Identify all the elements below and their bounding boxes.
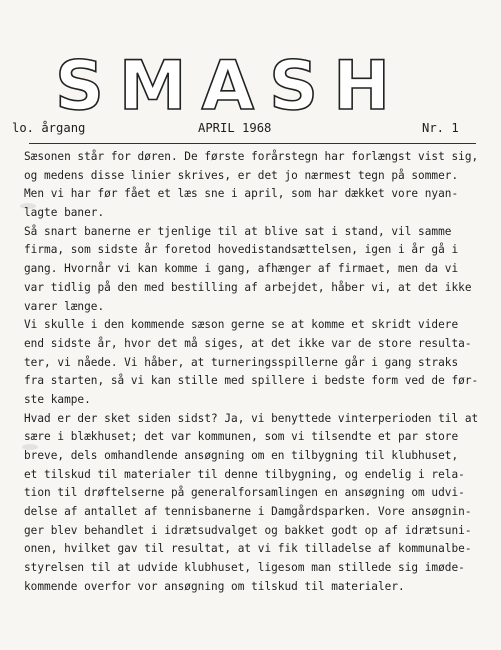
text-line: breve, dels omhandlende ansøgning om en tilbygning til klubhuset, bbox=[24, 449, 459, 462]
header-divider bbox=[29, 143, 476, 144]
text-line: ste kampe. bbox=[24, 392, 91, 406]
text-line: Sæsonen står for døren. De første forårstegn har forlængst vist sig, bbox=[24, 150, 479, 163]
text-line: end sidste år, hvor det må siges, at det ikke var de store resulta- bbox=[24, 336, 472, 350]
text-line: og medens disse linier skrives, er det jo nærmest tegn på sommer. bbox=[24, 168, 459, 182]
volume-label: lo. årgang bbox=[12, 121, 86, 135]
text-line: fra starten, så vi kan stille med spillere i bedste form ved de før- bbox=[24, 374, 479, 388]
text-line: Vi skulle i den kommende sæson gerne se at komme et skridt videre bbox=[24, 318, 459, 332]
masthead bbox=[55, 45, 395, 115]
text-line: delse af antallet af tennisbanerne i Damgårdsparken. Vore ansøgnin- bbox=[24, 505, 472, 519]
issue-number: Nr. 1 bbox=[422, 121, 459, 135]
text-line: firma, som sidste år foretod hovedistandsættelsen, igen i år gå i bbox=[24, 243, 459, 257]
text-line: ter, vi nåede. Vi håber, at turneringsspillerne går i gang straks bbox=[24, 355, 459, 369]
text-line: varer længe. bbox=[24, 299, 105, 313]
text-line: ger blev behandlet i idrætsudvalget og bakket godt op af idrætsuni- bbox=[24, 523, 472, 537]
text-line: var tidlig på den med bestilling af arbejdet, håber vi, at det ikke bbox=[24, 280, 472, 294]
text-line: Hvad er der sket siden sidst? Ja, vi benyttede vinterperioden til at bbox=[24, 411, 479, 425]
text-line: sære i blækhuset; det var kommunen, som vi tilsendte et par store bbox=[24, 430, 459, 444]
masthead-title-text: SMASH bbox=[55, 47, 390, 115]
paragraph bbox=[24, 410, 490, 597]
text-line: styrelsen til at udvide klubhuset, ligesom man stillede sig imøde- bbox=[24, 561, 465, 575]
text-line: lagte baner. bbox=[24, 206, 105, 220]
text-line: gang. Hvornår vi kan komme i gang, afhænger af firmaet, men da vi bbox=[24, 262, 459, 276]
paragraph bbox=[24, 148, 490, 223]
text-line: et tilskud til materialer til denne tilbygning, og endelig i rela- bbox=[24, 467, 465, 481]
article-body bbox=[24, 148, 490, 597]
text-line: onen, hvilket gav til resultat, at vi fik tilladelse af kommunalbe- bbox=[24, 542, 472, 556]
text-line: Så snart banerne er tjenlige til at blive sat i stand, vil samme bbox=[24, 224, 452, 238]
issue-line bbox=[12, 121, 472, 139]
text-line: tion til drøftelserne på generalforsamlingen en ansøgning om udvi- bbox=[24, 486, 465, 500]
paragraph bbox=[24, 316, 490, 409]
text-line: Men vi har før fået et læs sne i april, som har dækket vore nyan- bbox=[24, 187, 459, 201]
issue-date: APRIL 1968 bbox=[198, 121, 272, 135]
text-line: kommende overfor vor ansøgning om tilskud til materialer. bbox=[24, 579, 405, 593]
paragraph bbox=[24, 223, 490, 316]
masthead-title bbox=[55, 45, 395, 115]
